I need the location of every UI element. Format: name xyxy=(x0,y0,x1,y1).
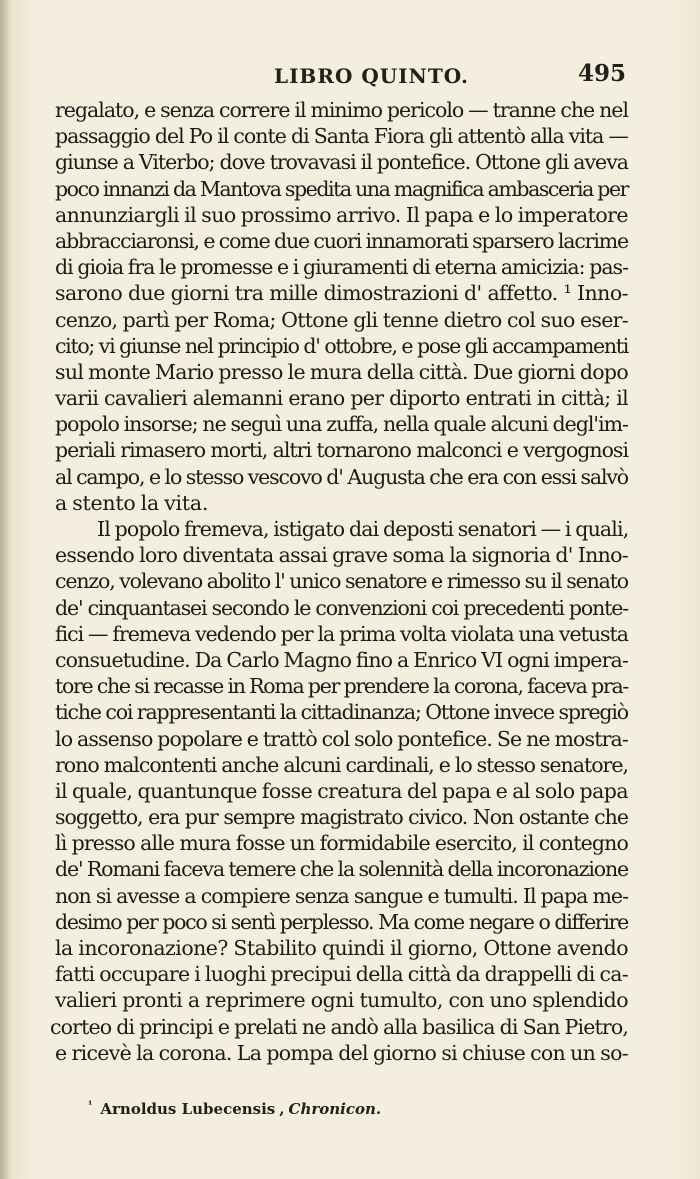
page-number: 495 xyxy=(577,60,626,87)
text-line: tiche coi rappresentanti la cittadinanza; Ottone invece spregiò xyxy=(55,700,628,725)
text-line: giunse a Viterbo; dove trovavasi il pontefice. Ottone gli aveva xyxy=(55,150,628,175)
text-line: popolo insorse; ne seguì una zuffa, nella quale alcuni degl'im- xyxy=(55,412,628,437)
text-line: e ricevè la corona. La pompa del giorno si chiuse con un so- xyxy=(55,1040,628,1065)
text-line: de' cinquantasei secondo le convenzioni coi precedenti ponte- xyxy=(55,595,628,620)
text-line: lo assenso popolare e trattò col solo pontefice. Se ne mostra- xyxy=(55,726,628,751)
text-line: valieri pronti a reprimere ogni tumulto, con uno splendido xyxy=(55,988,628,1013)
text-line: essendo loro diventata assai grave soma la signoria d' Inno- xyxy=(55,543,628,568)
text-line: varii cavalieri alemanni erano per diporto entrati in città; il xyxy=(55,386,628,411)
paragraph-1 xyxy=(55,97,628,516)
footnote-separator: , xyxy=(279,1100,285,1118)
page-header xyxy=(110,58,630,88)
text-line: sul monte Mario presso le mura della città. Due giorni dopo xyxy=(55,359,628,384)
running-title: LIBRO QUINTO. xyxy=(274,64,469,88)
text-line: lì presso alle mura fosse un formidabile esercito, il contegno xyxy=(55,831,628,856)
text-line: fatti occupare i luoghi precipui della città da drappelli di ca- xyxy=(55,962,628,987)
text-line: cito; vi giunse nel principio d' ottobre, e pose gli accampamenti xyxy=(55,333,628,358)
text-line: cenzo, partì per Roma; Ottone gli tenne dietro col suo eser- xyxy=(55,307,628,332)
text-line: fici — fremeva vedendo per la prima volta violata una vetusta xyxy=(55,621,628,646)
text-line: non si avesse a compiere senza sangue e tumulti. Il papa me- xyxy=(55,883,628,908)
body-text xyxy=(50,97,629,1066)
text-line: periali rimasero morti, altri tornarono malconci e vergognosi xyxy=(55,438,628,463)
text-line: Il popolo fremeva, istigato dai deposti senatori — i quali, xyxy=(97,517,629,541)
text-line: abbracciaronsi, e come due cuori innamorati sparsero lacrime xyxy=(55,228,628,253)
text-line: a stento la vita. xyxy=(55,490,209,515)
text-line: di gioia fra le promesse e i giuramenti di eterna amicizia: pas- xyxy=(55,255,628,280)
footnote-author: Arnoldus Lubecensis xyxy=(100,1100,276,1118)
footnote-marker: ¹ xyxy=(88,1100,93,1111)
text-line: la incoronazione? Stabilito quindi il giorno, Ottone avendo xyxy=(55,936,628,960)
text-line: soggetto, era pur sempre magistrato civico. Non ostante che xyxy=(55,805,628,830)
footnote-title: Chronicon. xyxy=(288,1100,382,1118)
text-line: regalato, e senza correre il minimo pericolo — tranne che nel xyxy=(55,98,628,122)
text-line: desimo per poco si sentì perplesso. Ma come negare o differire xyxy=(55,909,628,934)
text-line: al campo, e lo stesso vescovo d' Augusta che era con essi salvò xyxy=(55,464,628,489)
paragraph-2 xyxy=(50,516,629,1066)
text-line: passaggio del Po il conte di Santa Fiora gli attentò alla vita — xyxy=(55,124,628,149)
footnote xyxy=(88,1100,381,1118)
text-line: consuetudine. Da Carlo Magno fino a Enrico VI ogni impera- xyxy=(55,647,628,672)
text-line: tore che si recasse in Roma per prendere la corona, faceva pra- xyxy=(55,674,628,699)
text-line: corteo di principi e prelati ne andò alla basilica di San Pietro, xyxy=(50,1014,628,1039)
text-line: cenzo, volevano abolito l' unico senatore e rimesso su il senato xyxy=(55,569,628,594)
text-line: annunziargli il suo prossimo arrivo. Il papa e lo imperatore xyxy=(55,202,628,227)
text-line: sarono due giorni tra mille dimostrazioni d' affetto. ¹ Inno- xyxy=(55,281,628,306)
text-line: il quale, quantunque fosse creatura del papa e al solo papa xyxy=(55,778,628,803)
text-line: de' Romani faceva temere che la solennità della incoronazione xyxy=(55,857,628,882)
page-gutter-shadow xyxy=(0,0,10,1179)
text-line: poco innanzi da Mantova spedita una magnifica ambasceria per xyxy=(55,176,628,201)
text-line: rono malcontenti anche alcuni cardinali, e lo stesso senatore, xyxy=(55,752,628,777)
